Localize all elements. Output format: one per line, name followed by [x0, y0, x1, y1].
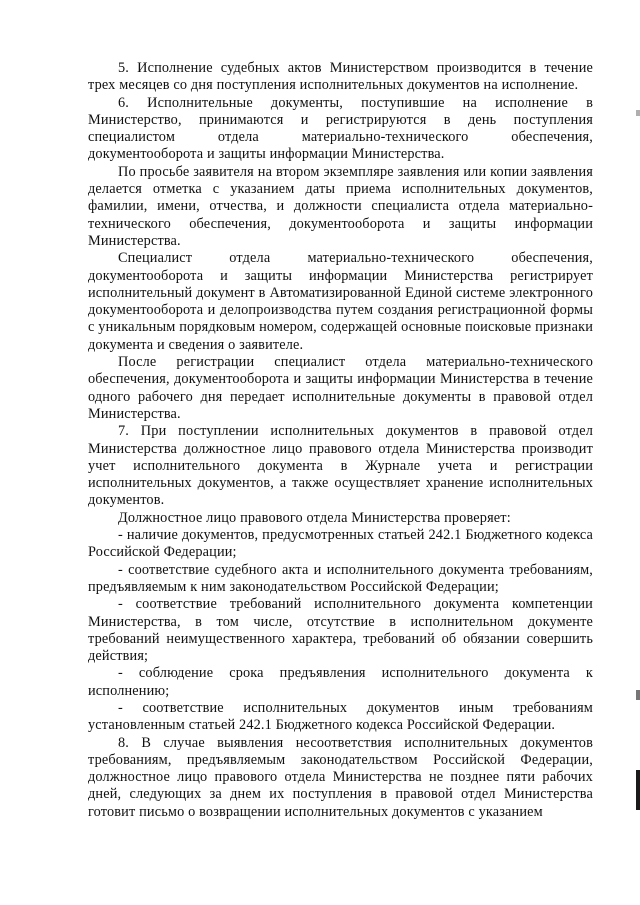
scan-edge-mark	[636, 770, 640, 810]
list-item-act-compliance: - соответствие судебного акта и исполнительного документа требованиям, предъявляемым к ним законодательством Российской Федерации;	[88, 561, 593, 595]
list-item-competence: - соответствие требований исполнительного документа компетенции Министерства, в том числе, отсутствие в исполнительном документе требований неимущественного характера, требований об обязании совершить действия;	[88, 596, 593, 665]
list-item-documents-presence: - наличие документов, предусмотренных статьей 242.1 Бюджетного кодекса Российской Федерации;	[88, 527, 593, 561]
paragraph-8-nonconformity: 8. В случае выявления несоответствия исполнительных документов требованиям, предъявляемым законодательством Российской Федерации, должностное лицо правового отдела Министерства не позднее пяти рабочих дней, следующих за днем их поступления в правовой отдел Министерства готовит письмо о возвращении исполнительных документов с указанием	[88, 734, 593, 820]
paragraph-after-registration: После регистрации специалист отдела материально-технического обеспечения, документооборота и защиты информации Министерства в течение одного рабочего дня передает исполнительные документы в правовой отдел Министерства.	[88, 354, 593, 422]
paragraph-6-registration: 6. Исполнительные документы, поступившие на исполнение в Министерство, принимаются и регистрируются в день поступления специалистом отдела материально-технического обеспечения, документооборота и защиты информации Министерства.	[88, 94, 593, 163]
scan-edge-mark	[636, 690, 640, 700]
paragraph-5-execution-term: 5. Исполнение судебных актов Министерством производится в течение трех месяцев со дня поступления исполнительных документов на исполнение.	[88, 60, 593, 94]
paragraph-specialist-registers: Специалист отдела материально-технического обеспечения, документооборота и защиты информации Министерства регистрирует исполнительный документ в Автоматизированной Единой системе электронного документооборота и делопроизводства путем создания регистрационной формы с уникальным порядковым номером, содержащей основные поисковые признаки документа и сведения о заявителе.	[88, 250, 593, 353]
list-item-other-requirements: - соответствие исполнительных документов иным требованиям установленным статьей 242.1 Бюджетного кодекса Российской Федерации.	[88, 699, 593, 734]
list-item-deadline: - соблюдение срока предъявления исполнительного документа к исполнению;	[88, 665, 593, 699]
paragraph-applicant-mark: По просьбе заявителя на втором экземпляре заявления или копии заявления делается отметка с указанием даты приема исполнительных документов, фамилии, имени, отчества, и должности специалиста отдела материально-технического обеспечения, документооборота и защиты информации Министерства.	[88, 163, 593, 249]
scan-edge-mark	[636, 110, 640, 116]
document-body	[88, 60, 593, 821]
paragraph-official-checks: Должностное лицо правового отдела Министерства проверяет:	[118, 509, 511, 526]
paragraph-7-legal-department: 7. При поступлении исполнительных документов в правовой отдел Министерства должностное лицо правового отдела Министерства производит учет исполнительного документа в Журнале учета и регистрации исполнительных документов, а также осуществляет хранение исполнительных документов.	[88, 423, 593, 509]
